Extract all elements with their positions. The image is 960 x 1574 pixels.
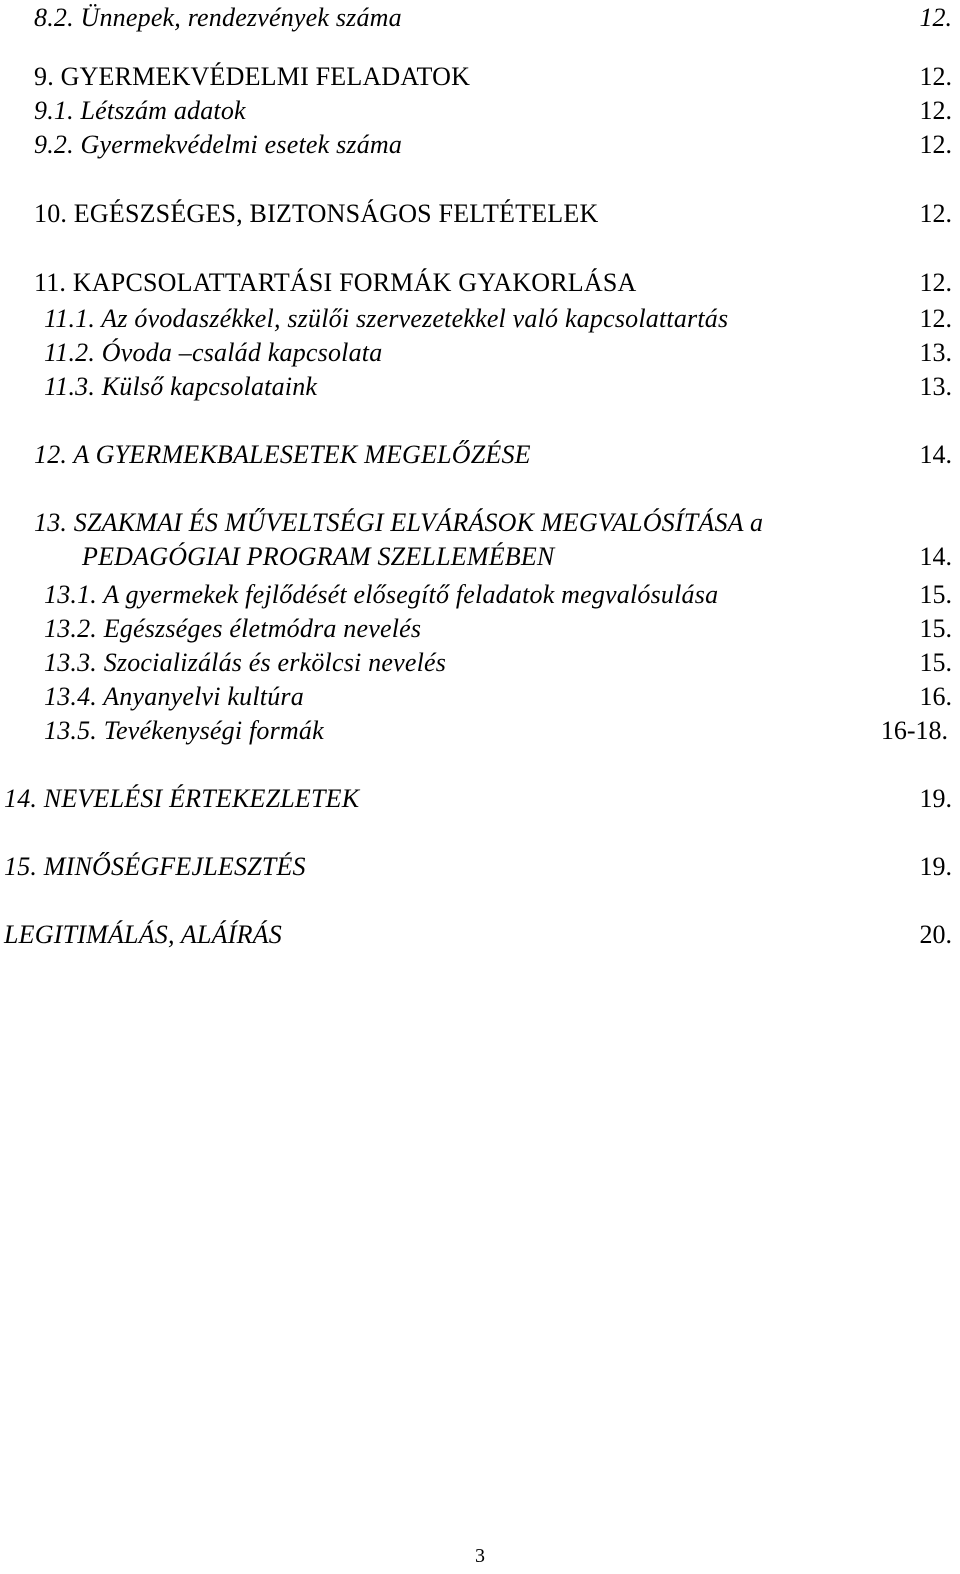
toc-entry-page: 12. bbox=[919, 199, 952, 228]
toc-entry-page: 12. bbox=[919, 130, 952, 159]
toc-entry-label: 9.1. Létszám adatok bbox=[34, 96, 246, 125]
toc-entry-label: 13. SZAKMAI ÉS MŰVELTSÉGI ELVÁRÁSOK MEGVALÓSÍTÁSA a bbox=[34, 508, 764, 537]
toc-entry-label: 13.2. Egészséges életmódra nevelés bbox=[44, 614, 422, 643]
toc-entry-page: 15. bbox=[919, 614, 952, 643]
toc-entry-page: 12. bbox=[919, 3, 952, 32]
toc-entry-label: PEDAGÓGIAI PROGRAM SZELLEMÉBEN bbox=[82, 542, 555, 571]
toc-entry-page: 19. bbox=[919, 852, 952, 881]
toc-entry-page: 14. bbox=[919, 542, 952, 571]
toc-entry-page: 12. bbox=[919, 62, 952, 91]
toc-entry-page: 16-18. bbox=[880, 716, 948, 745]
toc-entry-label: 11.3. Külső kapcsolataink bbox=[44, 372, 318, 401]
toc-entry-label: 9.2. Gyermekvédelmi esetek száma bbox=[34, 130, 403, 159]
toc-entry-page: 16. bbox=[919, 682, 952, 711]
toc-entry-page: 14. bbox=[919, 440, 952, 469]
toc-entry-page: 13. bbox=[919, 372, 952, 401]
toc-entry-label: 13.4. Anyanyelvi kultúra bbox=[44, 682, 304, 711]
toc-entry-page: 15. bbox=[919, 648, 952, 677]
toc-entry-label: 14. NEVELÉSI ÉRTEKEZLETEK bbox=[4, 784, 360, 813]
toc-entry-label: 13.1. A gyermekek fejlődését elősegítő feladatok megvalósulása bbox=[44, 580, 719, 609]
toc-entry-label: LEGITIMÁLÁS, ALÁÍRÁS bbox=[4, 920, 282, 949]
toc-entry-page: 12. bbox=[919, 304, 952, 333]
toc-entry-page: 15. bbox=[919, 580, 952, 609]
toc-entry-page: 12. bbox=[919, 96, 952, 125]
toc-entry-label: 10. EGÉSZSÉGES, BIZTONSÁGOS FELTÉTELEK bbox=[34, 199, 599, 228]
page-number: 3 bbox=[475, 1545, 485, 1567]
toc-entry-page: 13. bbox=[919, 338, 952, 367]
toc-entry-page: 20. bbox=[919, 920, 952, 949]
toc-entry-label: 9. GYERMEKVÉDELMI FELADATOK bbox=[34, 62, 471, 91]
toc-entry-page: 19. bbox=[919, 784, 952, 813]
toc-entry-page: 12. bbox=[919, 268, 952, 297]
toc-entry-label: 11.1. Az óvodaszékkel, szülői szervezetekkel való kapcsolattartás bbox=[44, 304, 729, 333]
toc-entry-label: 11.2. Óvoda –család kapcsolata bbox=[44, 338, 383, 367]
toc-entry-label: 8.2. Ünnepek, rendezvények száma bbox=[34, 3, 402, 32]
toc-entry-label: 13.5. Tevékenységi formák bbox=[44, 716, 324, 745]
toc-entry-label: 11. KAPCSOLATTARTÁSI FORMÁK GYAKORLÁSA bbox=[34, 268, 637, 297]
toc-entry-label: 13.3. Szocializálás és erkölcsi nevelés bbox=[44, 648, 447, 677]
toc-entry-label: 15. MINŐSÉGFEJLESZTÉS bbox=[4, 852, 306, 881]
toc-entry-label: 12. A GYERMEKBALESETEK MEGELŐZÉSE bbox=[34, 440, 531, 469]
